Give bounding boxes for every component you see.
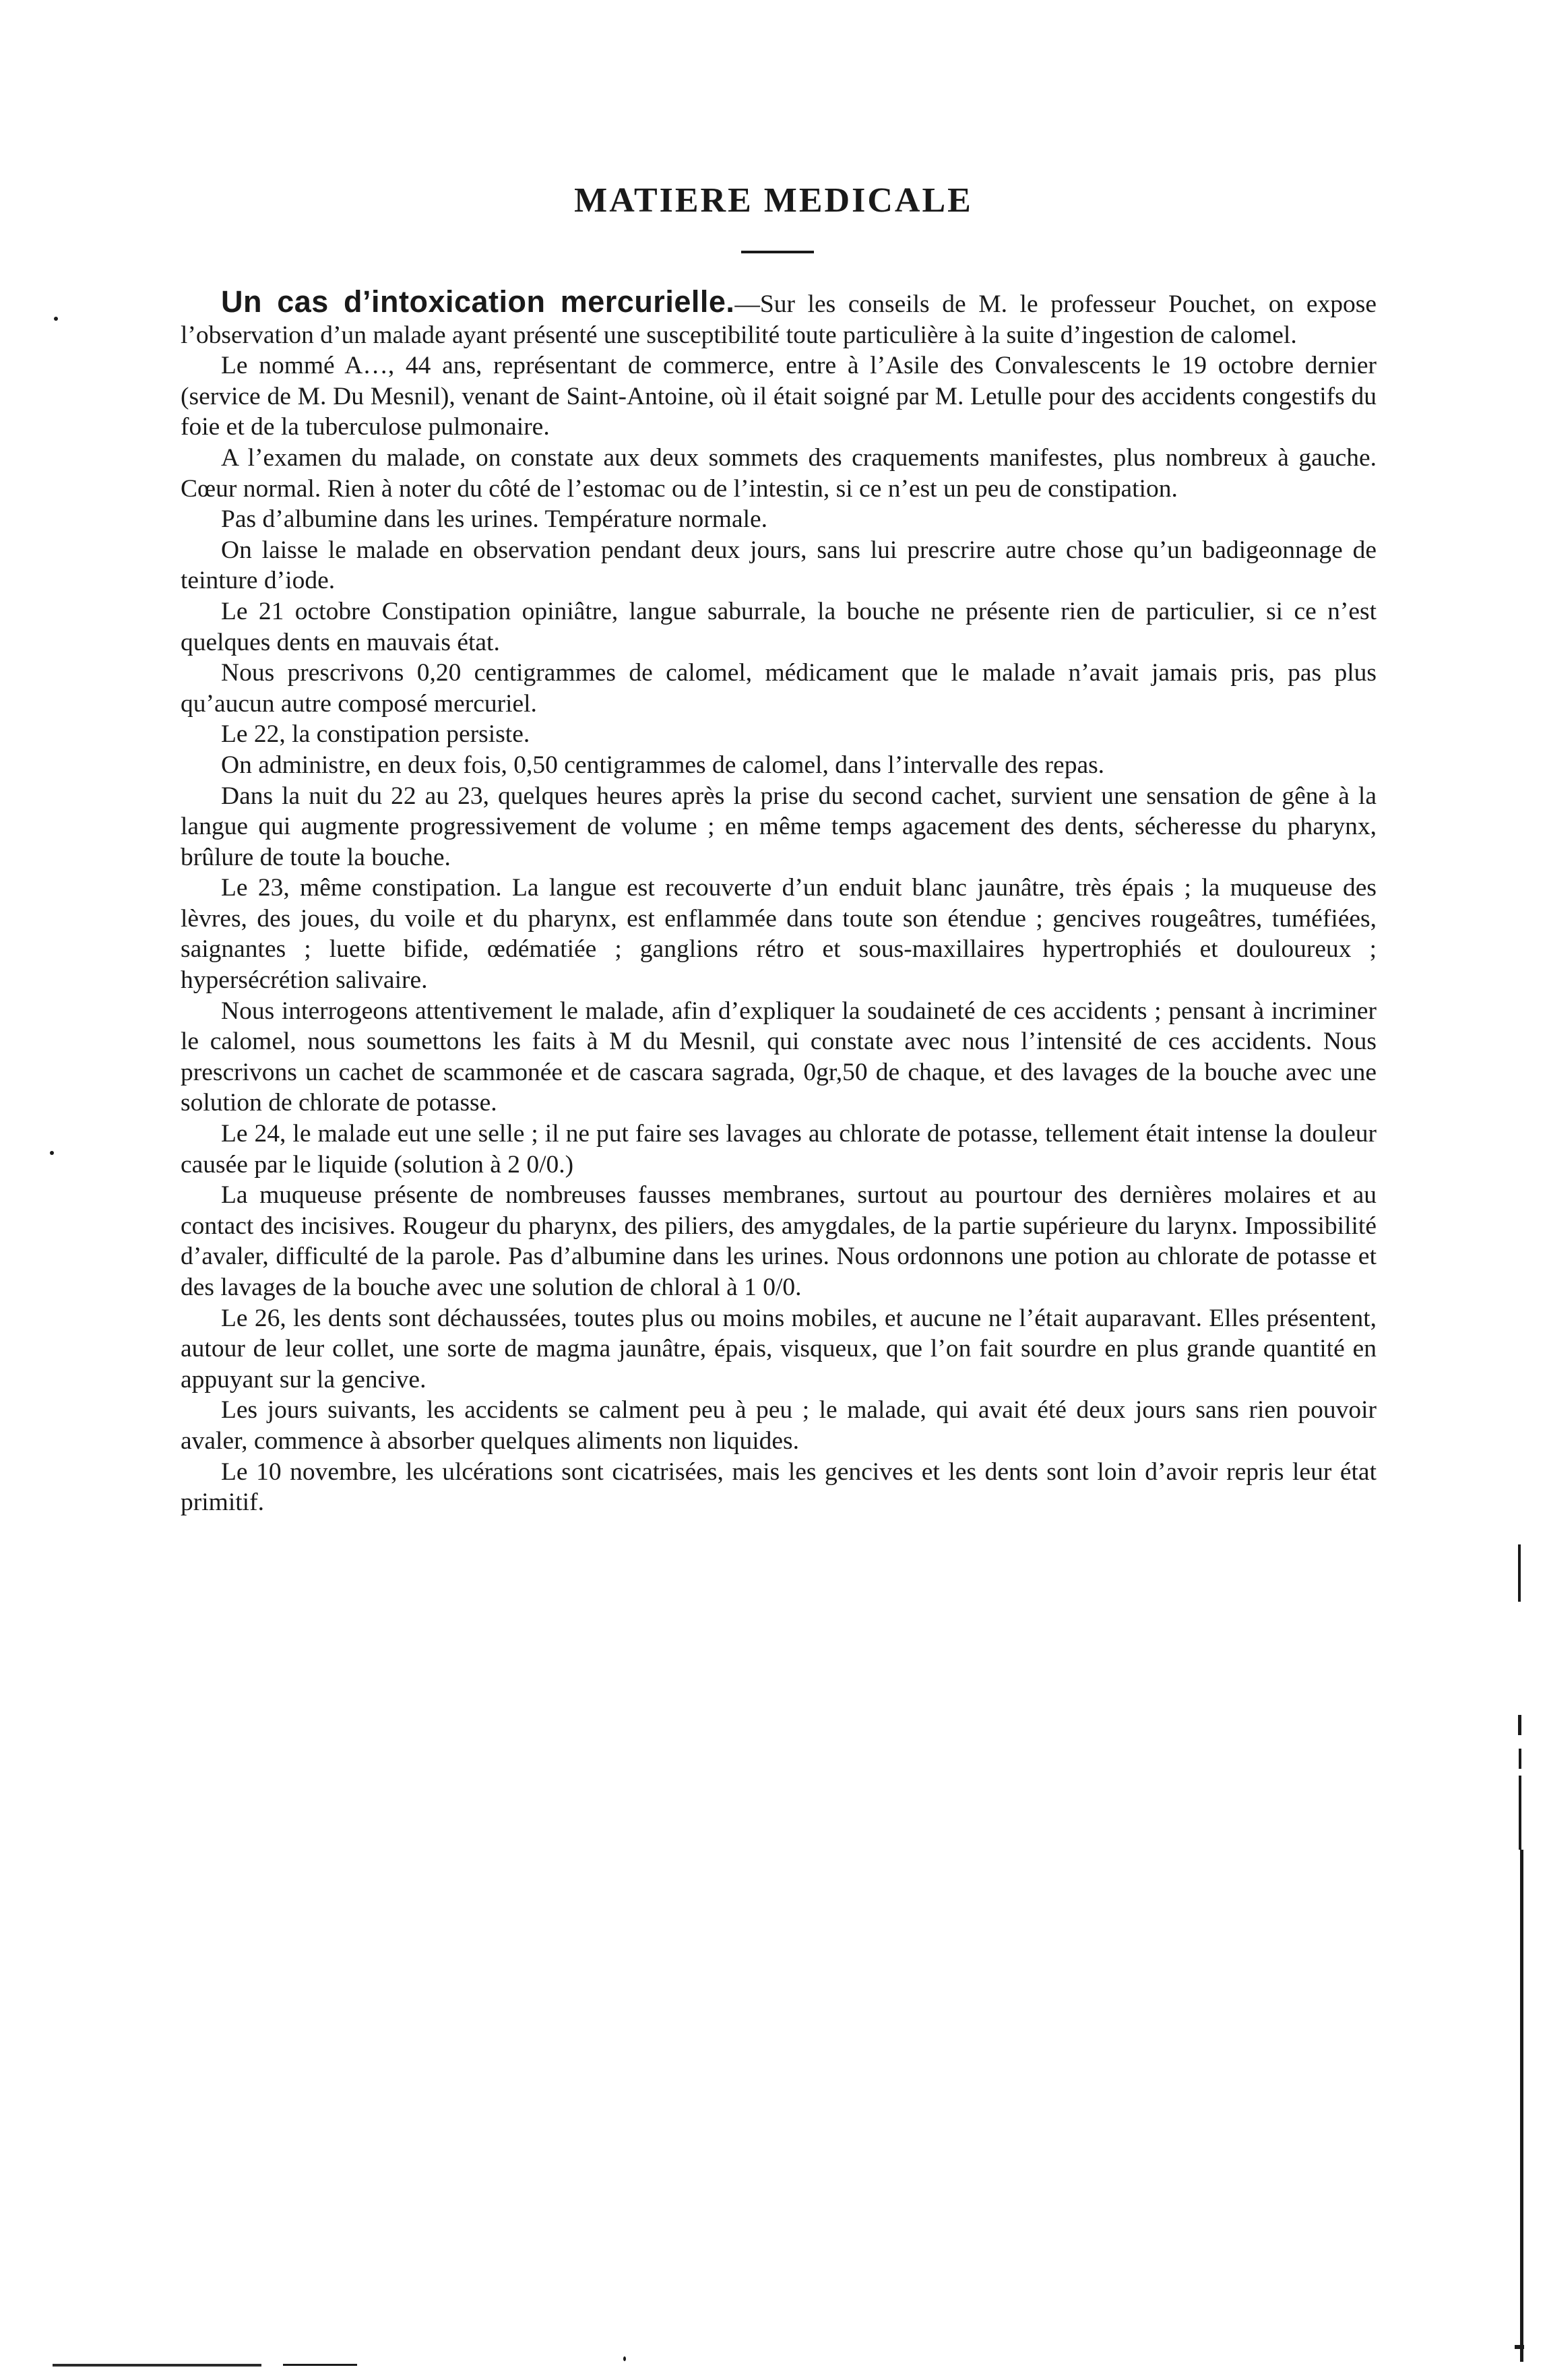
- article-heading: Un cas d’intoxication mercurielle.: [221, 284, 735, 319]
- paragraph: Le nommé A…, 44 ans, représentant de commerce, entre à l’Asile des Convalescents le 19 octobre dernier (service de M. Du Mesnil), venant de Saint-Antoine, où il était soigné par M. Letulle pour des accidents congestifs du foie et de la tuberculose pulmonaire.: [181, 352, 1377, 441]
- margin-mark: [283, 2364, 357, 2366]
- paragraph: Le 23, même constipation. La langue est recouverte d’un enduit blanc jaunâtre, très épais ; la muqueuse des lèvres, des joues, du voile et du pharynx, est enflammée dans toute son étendue ; gencives rougeâtres, tuméfiées, saignantes ; luette bifide, œdématiée ; ganglions rétro et sous-maxillaires hypertrophiés et douloureux ; hypersécrétion salivaire.: [181, 874, 1377, 995]
- paragraph: Le 10 novembre, les ulcérations sont cicatrisées, mais les gencives et les dents sont loin d’avoir repris leur état primitif.: [181, 1458, 1377, 1517]
- speck: [50, 1151, 54, 1155]
- paragraph: Le 22, la constipation persiste.: [221, 720, 530, 749]
- paragraph: Pas d’albumine dans les urines. Température normale.: [221, 505, 768, 534]
- paragraph: On laisse le malade en observation pendant deux jours, sans lui prescrire autre chose qu’un badigeonnage de teinture d’iode.: [181, 536, 1377, 595]
- paragraph: Le 24, le malade eut une selle ; il ne put faire ses lavages au chlorate de potasse, tellement était intense la douleur causée par le liquide (solution à 2 0/0.): [181, 1120, 1377, 1179]
- margin-mark: [1515, 2345, 1524, 2349]
- paragraph: La muqueuse présente de nombreuses fausses membranes, surtout au pourtour des dernières molaires et au contact des incisives. Rougeur du pharynx, des piliers, des amygdales, de la partie supérieure du larynx. Impossibilité d’avaler, difficulté de la parole. Pas d’albumine dans les urines. Nous ordonnons une potion au chlorate de potasse et des lavages de la bouche avec une solution de chloral à 1 0/0.: [181, 1181, 1377, 1301]
- paragraph: Le 21 octobre Constipation opiniâtre, langue saburrale, la bouche ne présente rien de particulier, si ce n’est quelques dents en mauvais état.: [181, 597, 1377, 656]
- paragraph: Le 26, les dents sont déchaussées, toutes plus ou moins mobiles, et aucune ne l’était auparavant. Elles présentent, autour de leur collet, une sorte de magma jaunâtre, épais, visqueux, que l’on fait sourdre en plus grande quantité en appuyant sur la gencive.: [181, 1304, 1377, 1393]
- margin-mark: [1520, 1850, 1523, 2362]
- paragraph: Dans la nuit du 22 au 23, quelques heures après la prise du second cachet, survient une sensation de gêne à la langue qui augmente progressivement de volume ; en même temps agacement des dents, sécheresse du pharynx, brûlure de toute la bouche.: [181, 782, 1377, 871]
- speck: [54, 317, 58, 321]
- paragraph: Nous interrogeons attentivement le malade, afin d’expliquer la soudaineté de ces accidents ; pensant à incriminer le calomel, nous soumettons les faits à M du Mesnil, qui constate avec nous l’intensité de ces accidents. Nous prescrivons un cachet de scammonée et de cascara sagrada, 0gr,50 de chaque, et des lavages de la bouche avec une solution de chlorate de potasse.: [181, 997, 1377, 1117]
- article-body: [181, 286, 1377, 1518]
- title-divider: [741, 251, 814, 253]
- paragraph: Les jours suivants, les accidents se calment peu à peu ; le malade, qui avait été deux jours sans rien pouvoir avaler, commence à absorber quelques aliments non liquides.: [181, 1396, 1377, 1455]
- page-title: MATIERE MEDICALE: [574, 181, 973, 220]
- bottom-rule: [53, 2364, 261, 2367]
- paragraph: A l’examen du malade, on constate aux deux sommets des craquements manifestes, plus nombreux à gauche. Cœur normal. Rien à noter du côté de l’estomac ou de l’intestin, si ce n’est un peu de constipation.: [181, 443, 1377, 503]
- article-lead: —Sur les conseils de M. le professeur Pouchet, on expose l’observation d’un malade ayant présenté une susceptibilité toute particulière à la suite d’ingestion de calomel.: [181, 290, 1377, 349]
- margin-mark: [1519, 1776, 1521, 1850]
- margin-mark: [1519, 1749, 1521, 1769]
- paragraph: Nous prescrivons 0,20 centigrammes de calomel, médicament que le malade n’avait jamais pris, pas plus qu’aucun autre composé mercuriel.: [181, 659, 1377, 718]
- margin-mark: [1518, 1715, 1521, 1735]
- margin-mark: [1518, 1544, 1521, 1602]
- speck: [623, 2356, 626, 2361]
- article-intro: [181, 286, 1377, 350]
- paragraph: On administre, en deux fois, 0,50 centigrammes de calomel, dans l’intervalle des repas.: [221, 751, 1105, 779]
